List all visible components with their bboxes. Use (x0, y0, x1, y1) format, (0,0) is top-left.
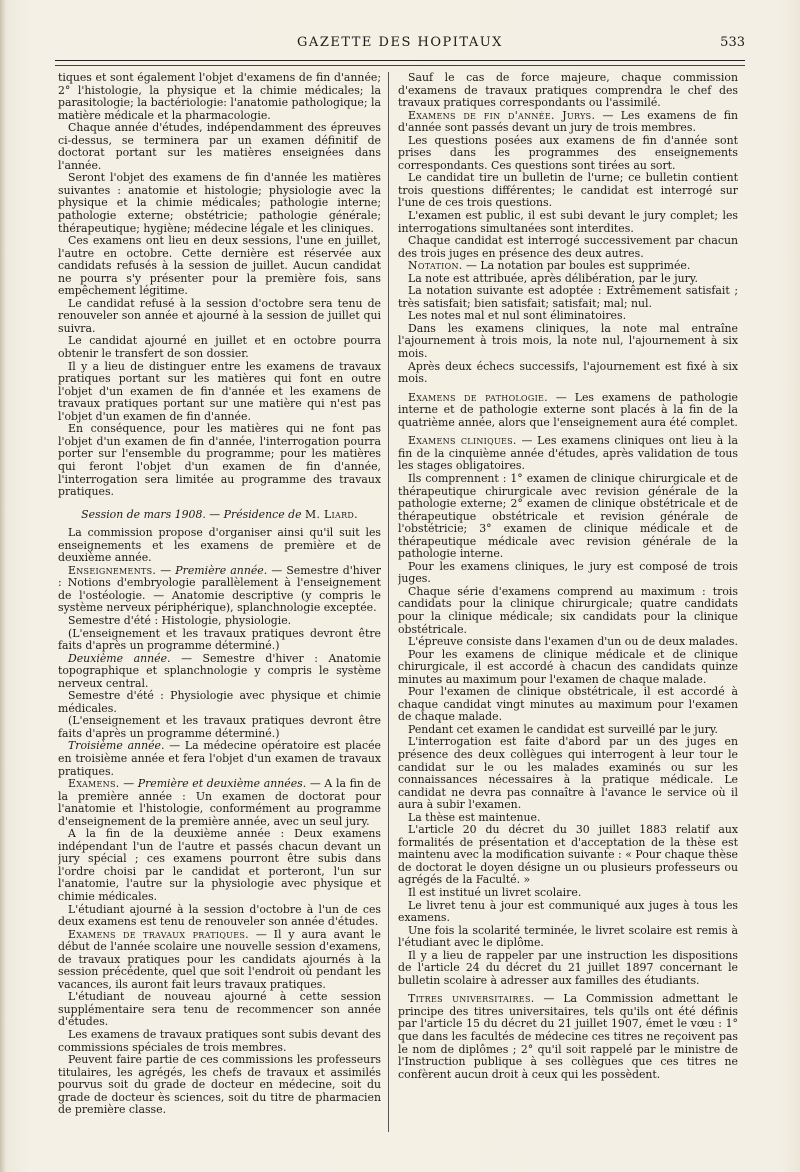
paragraph: Pendant cet examen le candidat est surveillé par le jury. (408, 722, 718, 736)
paragraph-text: — La médecine opératoire est placée en troisième année et fera l'objet d'un examen de travaux pratiques. (58, 739, 381, 778)
page-number: 533 (720, 35, 745, 50)
paragraph-text: — Les examens cliniques ont lieu à la fin de la cinquième année d'études, après validation de tous les stages obligatoires. (398, 434, 738, 473)
left-column (58, 72, 381, 1142)
paragraph (58, 565, 381, 615)
paragraph: Le candidat tire un bulletin de l'urne; ce bulletin contient trois questions différentes; le candidat est interrogé sur l'une de ces trois questions. (398, 171, 738, 210)
paragraph: L'étudiant de nouveau ajourné à cette session supplémentaire sera tenu de recommencer son année d'études. (58, 990, 381, 1029)
section-label: Notation. (408, 259, 463, 273)
paragraph: Chaque candidat est interrogé successivement par chacun des trois juges en présence des deux autres. (398, 234, 738, 260)
paragraph: Ils comprennent : 1° examen de clinique chirurgicale et de thérapeutique chirurgicale avec revision générale de la pathologie externe; 2° examen de clinique obstétricale et de thérapeutique obstétricale et revision générale de l'obstétricie; 3° examen de clinique médicale et de thérapeutique médicale avec revision générale de la pathologie interne. (398, 471, 738, 561)
paragraph: La notation suivante est adoptée : Extrêmement satisfait ; très satisfait; bien satisfait; satisfait; mal; nul. (398, 284, 738, 310)
paragraph-text: — Semestre d'hiver : Anatomie topographique et splanchnologie y compris le système nerveux central. (58, 651, 381, 690)
paragraph: Seront l'objet des examens de fin d'année les matières suivantes : anatomie et histologie; physiologie avec la physique et la chimie médicales; pathologie interne; pathologie externe; obstétricie; pathologie générale; thérapeutique; hygiène; médecine légale et les cliniques. (58, 171, 381, 235)
paragraph-text: — A la fin de la première année : Un examen de doctorat pour l'anatomie et l'histologie, conformément au programme d'enseignement de la première année, avec un seul jury. (58, 777, 381, 828)
paragraph: La commission propose d'organiser ainsi qu'il suit les enseignements et les examens de première et de deuxième année. (58, 526, 381, 565)
paragraph: Les notes mal et nul sont éliminatoires. (408, 309, 627, 323)
session-heading (58, 509, 381, 522)
right-column (398, 72, 738, 1142)
paragraph (398, 392, 738, 430)
paragraph: Après deux échecs successifs, l'ajournement est fixé à six mois. (398, 359, 738, 386)
paragraph: (L'enseignement et les travaux pratiques devront être faits d'après un programme déterminé.) (58, 714, 381, 740)
paragraph: Une fois la scolarité terminée, le livret scolaire est remis à l'étudiant avec le diplôme. (398, 923, 738, 950)
paragraph: Il y a lieu de rappeler par une instruction les dispositions de l'article 24 du décret du 21 juillet 1897 concernant le bulletin scolaire à adresser aux familles des étudiants. (398, 948, 738, 987)
paragraph: En conséquence, pour les matières qui ne font pas l'objet d'un examen de fin d'année, l'interrogation pourra porter sur l'ensemble du programme; pour les matières qui feront l'objet d'un examen de fin d'année, l'interrogation sera limitée au programme des travaux pratiques. (58, 422, 381, 499)
paragraph: Il y a lieu de distinguer entre les examens de travaux pratiques portant sur les matières qui font en outre l'objet d'un examen de fin d'année et les examens de travaux pratiques portant sur une matière qui n'est pas l'objet d'un examen de fin d'année. (58, 359, 381, 423)
paragraph: Semestre d'été : Physiologie avec physique et chimie médicales. (58, 689, 381, 715)
paragraph: tiques et sont également l'objet d'examens de fin d'année; 2° l'histologie, la physique et la chimie médicales; la parasitologie; la bactériologie: l'anatomie pathologique; la matière médicale et la pharmacologie. (58, 72, 381, 122)
paragraph-text: — Semestre d'hiver : Notions d'embryologie parallèlement à l'enseignement de l'ostéologie. — Anatomie descriptive (y compris le système nerveux périphérique), splanchnologie exceptée. (58, 563, 381, 615)
section-label: Examens cliniques. (408, 434, 517, 448)
paragraph: Ces examens ont lieu en deux sessions, l'une en juillet, l'autre en octobre. Cette dernière est réservée aux candidats refusés à la session de juillet. Aucun candidat ne pourra s'y présenter pour la première fois, sans empêchement légitime. (58, 234, 381, 298)
paragraph: Chaque série d'examens comprend au maximum : trois candidats pour la clinique chirurgicale; quatre candidats pour la clinique médicale; six candidats pour la clinique obstétricale. (398, 584, 738, 636)
paragraph: Les questions posées aux examens de fin d'année sont prises dans les programmes des enseignements correspondants. Ces questions sont tirées au sort. (398, 133, 738, 172)
section-sublabel: Deuxième année. (68, 651, 171, 665)
paragraph (58, 778, 381, 828)
paragraph: Les examens de travaux pratiques sont subis devant des commissions spéciales de trois membres. (58, 1028, 381, 1054)
paragraph: Chaque année d'études, indépendamment des épreuves ci-dessus, se terminera par un examen définitif de doctorat portant sur les matières enseignées dans l'année. (58, 121, 381, 172)
section-label: Examens de fin d'année. Jurys. (408, 108, 596, 122)
paragraph: L'interrogation est faite d'abord par un des juges en présence des deux collègues qui interrogent à leur tour le candidat sur le ou les malades examinés ou sur les connaissances nécessaires à la pratique médicale. Le candidat ne devra pas connaître à l'avance le service où il aura à subir l'examen. (398, 735, 738, 812)
page-header (55, 35, 745, 57)
paragraph (398, 260, 738, 273)
section-sublabel: — Première année. (160, 563, 268, 577)
paragraph (58, 929, 381, 992)
paragraph-text: — Les examens de pathologie interne et de pathologie externe sont placés à la fin de la quatrième année, alors que l'enseignement aura été complet. (398, 390, 738, 429)
paragraph-text: — Il y aura avant le début de l'année scolaire une nouvelle session d'examens, de travaux pratiques pour les candidats ajournés à la session précédente, quel que soit l'endroit où pendant les vacances, ils auront fait leurs travaux pratiques. (58, 927, 381, 991)
section-label: Titres universitaires. (408, 992, 535, 1006)
journal-title: GAZETTE DES HOPITAUX (297, 35, 503, 50)
paragraph: Sauf le cas de force majeure, chaque commission d'examens de travaux pratiques comprendra le chef des travaux pratiques correspondants ou l'assimilé. (398, 72, 738, 110)
paragraph: Pour les examens cliniques, le jury est composé de trois juges. (398, 559, 738, 586)
paragraph: A la fin de la deuxième année : Deux examens indépendant l'un de l'autre et passés chacun devant un jury spécial ; ces examens pourront être subis dans l'ordre choisi par le candidat et porteront, l'un sur l'anatomie, l'autre sur la physiologie avec physique et chimie médicales. (58, 827, 381, 903)
paragraph: Semestre d'été : Histologie, physiologie. (68, 613, 292, 627)
paragraph: L'article 20 du décret du 30 juillet 1883 relatif aux formalités de présentation et d'acceptation de la thèse est maintenu avec la modification suivante : « Pour chaque thèse de doctorat le doyen désigne un ou plusieurs professeurs ou agrégés de la Faculté. » (398, 823, 738, 887)
president-name: M. Liard. (305, 507, 358, 521)
paragraph: La thèse est maintenue. (408, 810, 541, 824)
paragraph-text: — Les examens de fin d'année sont passés devant un jury de trois membres. (398, 108, 738, 135)
paragraph-text: — La notation par boules est supprimée. (466, 259, 691, 273)
section-label: Examens de pathologie. (408, 390, 548, 404)
paragraph: La note est attribuée, après délibération, par le jury. (408, 271, 698, 285)
column-divider (388, 72, 389, 1132)
paragraph: Il est institué un livret scolaire. (408, 886, 582, 899)
paragraph: L'examen est public, il est subi devant le jury complet; les interrogations simultanées sont interdites. (398, 209, 738, 235)
paragraph: Pour les examens de clinique médicale et de clinique chirurgicale, il est accordé à chacun des candidats quinze minutes au maximum pour l'examen de chaque malade. (398, 647, 738, 686)
paragraph (58, 653, 381, 691)
page-binding-shadow (0, 0, 6, 1172)
paragraph (398, 110, 738, 135)
paragraph (58, 740, 381, 778)
header-rule (55, 60, 745, 66)
section-sublabel: — Première et deuxième années. (123, 777, 307, 791)
paragraph: L'épreuve consiste dans l'examen d'un ou de deux malades. (408, 635, 738, 649)
paragraph: Le livret tenu à jour est communiqué aux juges à tous les examens. (398, 898, 738, 925)
section-label: Examens de travaux pratiques. (68, 927, 249, 941)
paragraph: (L'enseignement et les travaux pratiques devront être faits d'après un programme déterminé.) (58, 626, 381, 653)
paragraph: L'étudiant ajourné à la session d'octobre à l'un de ces deux examens est tenu de renouveler son année d'études. (58, 902, 381, 929)
section-label: Enseignements. (68, 563, 157, 577)
paragraph (398, 435, 738, 473)
paragraph: Pour l'examen de clinique obstétricale, il est accordé à chaque candidat vingt minutes au maximum pour l'examen de chaque malade. (398, 685, 738, 724)
paragraph-text: — La Commission admettant le principe des titres universitaires, tels qu'ils ont été définis par l'article 15 du décret du 21 juillet 1907, émet le vœu : 1° que dans les facultés de médecine ces titres ne reçoivent pas le nom de diplômes ; 2° qu'il soit rappelé par le ministre de l'Instruction publique à ses collègues que ces titres ne confèrent aucun droit à ceux qui les possèdent. (398, 992, 738, 1081)
section-sublabel: Troisième année. (68, 739, 165, 753)
paragraph: Le candidat refusé à la session d'octobre sera tenu de renouveler son année et ajourné à la session de juillet qui suivra. (58, 296, 381, 335)
paragraph: Peuvent faire partie de ces commissions les professeurs titulaires, les agrégés, les chefs de travaux et assimilés pourvus soit du grade de docteur en médecine, soit du grade de docteur ès sciences, soit du titre de pharmacien de première classe. (58, 1053, 381, 1117)
section-label: Examens. (68, 777, 120, 791)
paragraph: Dans les examens cliniques, la note mal entraîne l'ajournement à trois mois, la note nul, l'ajournement à six mois. (398, 321, 738, 361)
paragraph: Le candidat ajourné en juillet et en octobre pourra obtenir le transfert de son dossier. (58, 334, 381, 361)
session-heading-text: Session de mars 1908. — Présidence de (81, 507, 302, 521)
paragraph (398, 993, 738, 1081)
